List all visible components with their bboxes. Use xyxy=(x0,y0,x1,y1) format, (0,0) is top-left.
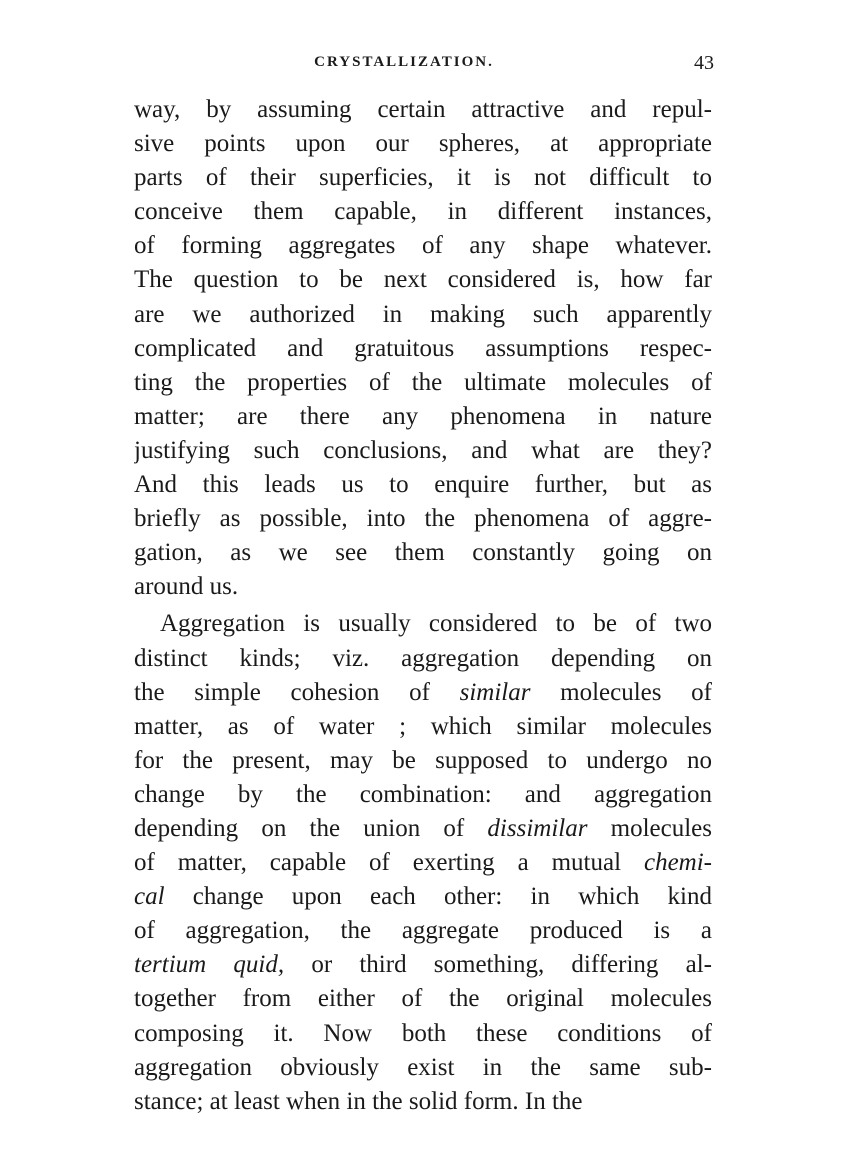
text-line xyxy=(134,914,712,948)
paragraph xyxy=(134,607,712,1118)
text-line xyxy=(134,93,712,127)
text-run: Aggregation is usually considered to be of two xyxy=(160,610,712,638)
text-run: gation, as we see them constantly going on xyxy=(134,539,712,567)
text-line xyxy=(134,1051,712,1085)
italic-text: chemi- xyxy=(643,849,712,877)
italic-text: cal xyxy=(134,883,165,911)
text-run: depending on the union of xyxy=(134,814,488,842)
text-line xyxy=(134,982,712,1016)
text-run: matter, as of water ; which similar molecules xyxy=(134,712,712,740)
text-run: The question to be next considered is, how far xyxy=(134,266,712,294)
italic-text: similar xyxy=(459,678,531,706)
text-line xyxy=(134,366,712,400)
text-line xyxy=(134,434,712,468)
text-line xyxy=(134,676,712,710)
text-run: ting the properties of the ultimate molecules of xyxy=(134,368,712,396)
text-run: are we authorized in making such apparently xyxy=(134,300,712,328)
paragraph xyxy=(134,93,712,604)
text-line xyxy=(134,812,712,846)
text-line xyxy=(134,298,712,332)
text-line xyxy=(134,710,712,744)
text-line xyxy=(134,570,712,604)
text-run: conceive them capable, in different instances, xyxy=(134,198,712,226)
text-run: matter; are there any phenomena in nature xyxy=(134,402,712,430)
text-run: complicated and gratuitous assumptions respec- xyxy=(134,334,712,362)
body-text xyxy=(134,93,712,1119)
text-line xyxy=(134,778,712,812)
text-run: stance; at least when in the solid form. In the xyxy=(134,1087,583,1115)
text-run: way, by assuming certain attractive and repul- xyxy=(134,96,712,123)
text-run: change by the combination: and aggregation xyxy=(134,780,712,808)
text-line xyxy=(134,880,712,914)
running-head xyxy=(134,50,714,80)
text-line xyxy=(134,642,712,676)
text-line xyxy=(134,607,712,641)
text-run: justifying such conclusions, and what are they? xyxy=(134,436,712,464)
text-run: And this leads us to enquire further, but as xyxy=(134,471,712,499)
text-line xyxy=(134,127,712,161)
text-run: parts of their superficies, it is not difficult to xyxy=(134,164,712,192)
text-run: sive points upon our spheres, at appropriate xyxy=(134,130,712,158)
text-line xyxy=(134,263,712,297)
text-run: around us. xyxy=(134,573,239,601)
text-run: or third something, differing al- xyxy=(284,951,712,979)
text-run: aggregation obviously exist in the same sub- xyxy=(134,1053,712,1081)
text-run: together from either of the original molecules xyxy=(134,985,712,1013)
text-line xyxy=(134,229,712,263)
text-run: molecules of xyxy=(530,678,712,706)
running-title: CRYSTALLIZATION. xyxy=(314,54,494,70)
text-line xyxy=(134,536,712,570)
text-run: of matter, capable of exerting a mutual xyxy=(134,849,644,877)
text-run: the simple cohesion of xyxy=(134,678,460,706)
text-line xyxy=(134,400,712,434)
text-line xyxy=(134,846,712,880)
text-run: distinct kinds; viz. aggregation depending on xyxy=(134,644,712,672)
text-run: composing it. Now both these conditions of xyxy=(134,1019,712,1047)
text-line xyxy=(134,1085,712,1119)
text-line xyxy=(134,468,712,502)
page-number: 43 xyxy=(694,52,714,74)
text-run: of aggregation, the aggregate produced is a xyxy=(134,917,712,945)
text-line xyxy=(134,161,712,195)
text-line xyxy=(134,948,712,982)
italic-text: tertium quid, xyxy=(134,951,285,979)
text-line xyxy=(134,744,712,778)
text-run: of forming aggregates of any shape whatever. xyxy=(134,232,712,260)
text-run: change upon each other: in which kind xyxy=(164,883,712,911)
text-line xyxy=(134,502,712,536)
text-line xyxy=(134,332,712,366)
text-line xyxy=(134,1017,712,1051)
text-line xyxy=(134,195,712,229)
text-run: for the present, may be supposed to undergo no xyxy=(134,746,712,774)
text-run: briefly as possible, into the phenomena of aggre- xyxy=(134,505,712,533)
text-run: molecules xyxy=(587,814,712,842)
italic-text: dissimilar xyxy=(487,814,588,842)
